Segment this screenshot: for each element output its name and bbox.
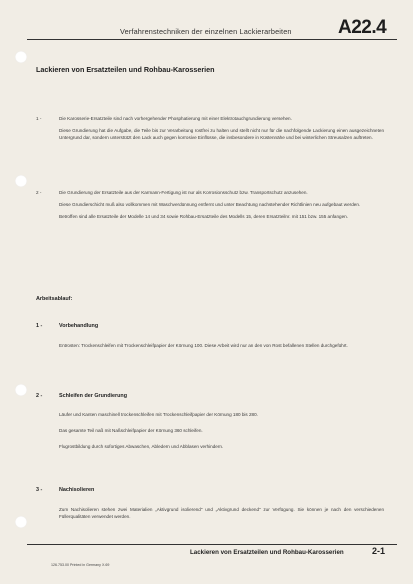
paragraph: Flugrostbildung durch sofortiges Abwaschen, Abledern und Abblasen verhindern. xyxy=(59,444,224,449)
footer-title: Lackieren von Ersatzteilen und Rohbau-Karosserien xyxy=(190,549,344,556)
numbered-item-2 xyxy=(36,189,384,225)
paragraph: Die Karosserie-Ersatzteile sind nach vorhergehender Phosphatierung mit einer Elektrotauchgrundierung versehen. xyxy=(59,116,292,121)
punch-hole xyxy=(15,51,27,63)
numbered-item-1 xyxy=(36,115,384,146)
paragraph: Die Grundierung der Ersatzteile aus der Karmann-Fertigung ist nur als Korrosionsschutz bzw. Transportschutz anzusehen. xyxy=(59,190,308,195)
footer-divider xyxy=(27,544,397,545)
paragraph: Diese Grundierschicht muß also vollkommen mit Waschverdünnung entfernt und unter Beachtung nachstehender Richtlinien neu aufgebaut werden. xyxy=(59,202,361,207)
paragraph: Entrosten: Trockenschleifen mit Trockenschleifpapier der Körnung 100. Diese Arbeit wird nur an den von Rost befallenen Stellen durchgeführt. xyxy=(59,343,348,348)
paragraph: Zum Nachisolieren stehen zwei Materialien „Aktivgrund isolierend" und „Aktivgrund deckend" zur Verfügung. Sie können je nach den verschiedenen Füllerqualitäten verwendet werden. xyxy=(59,507,384,519)
paragraph: Das gesamte Teil naß mit Naßschleifpapier der Körnung 360 schleifen. xyxy=(59,428,203,433)
punch-hole xyxy=(15,516,27,528)
section-body-schleifen xyxy=(36,411,384,455)
item-number: 2 - xyxy=(36,190,42,195)
section-body-vorbehandlung xyxy=(36,342,384,354)
document-title: Lackieren von Ersatzteilen und Rohbau-Karosserien xyxy=(36,65,215,74)
print-info: 126.753.00 Printed in Germany X.69 xyxy=(51,563,110,567)
section-heading-schleifen: 2 - Schleifen der Grundierung xyxy=(36,393,127,399)
section-heading-nachisolieren: 3 - Nachisolieren xyxy=(36,487,95,493)
item-number: 1 - xyxy=(36,116,42,121)
punch-hole xyxy=(15,175,27,187)
page-number: 2-1 xyxy=(372,546,386,556)
section-code: A22.4 xyxy=(338,17,387,38)
workflow-heading: Arbeitsablauf: xyxy=(36,296,73,302)
punch-hole xyxy=(15,384,27,396)
header-title: Verfahrenstechniken der einzelnen Lackierarbeiten xyxy=(120,27,292,36)
header-divider xyxy=(27,39,397,40)
paragraph: Betroffen sind alle Ersatzteile der Modelle 14 und 34 sowie Rohbau-Ersatzteile des Modells 15, deren Ersatzteilnr. mit 151 bzw. 155 anfangen. xyxy=(59,214,348,219)
paragraph: Läufer und Kanten maschinell trockenschleifen mit Trockenschleifpapier der Körnung 180 bis 280. xyxy=(59,412,258,417)
paragraph: Diese Grundierung hat die Aufgabe, die Teile bis zur Verarbeitung rostfrei zu halten und stellt nicht nur für die nachfolgende Lackierung einen ausgezeichneten Untergrund dar, sondern unterstützt den Lack auch gegen korrosive Einflüsse, die insbesondere in Küstennähe und bei winterlichen Streusalzen auftreten. xyxy=(59,128,384,140)
section-heading-vorbehandlung: 1 - Vorbehandlung xyxy=(36,323,99,329)
section-body-nachisolieren xyxy=(36,506,384,525)
